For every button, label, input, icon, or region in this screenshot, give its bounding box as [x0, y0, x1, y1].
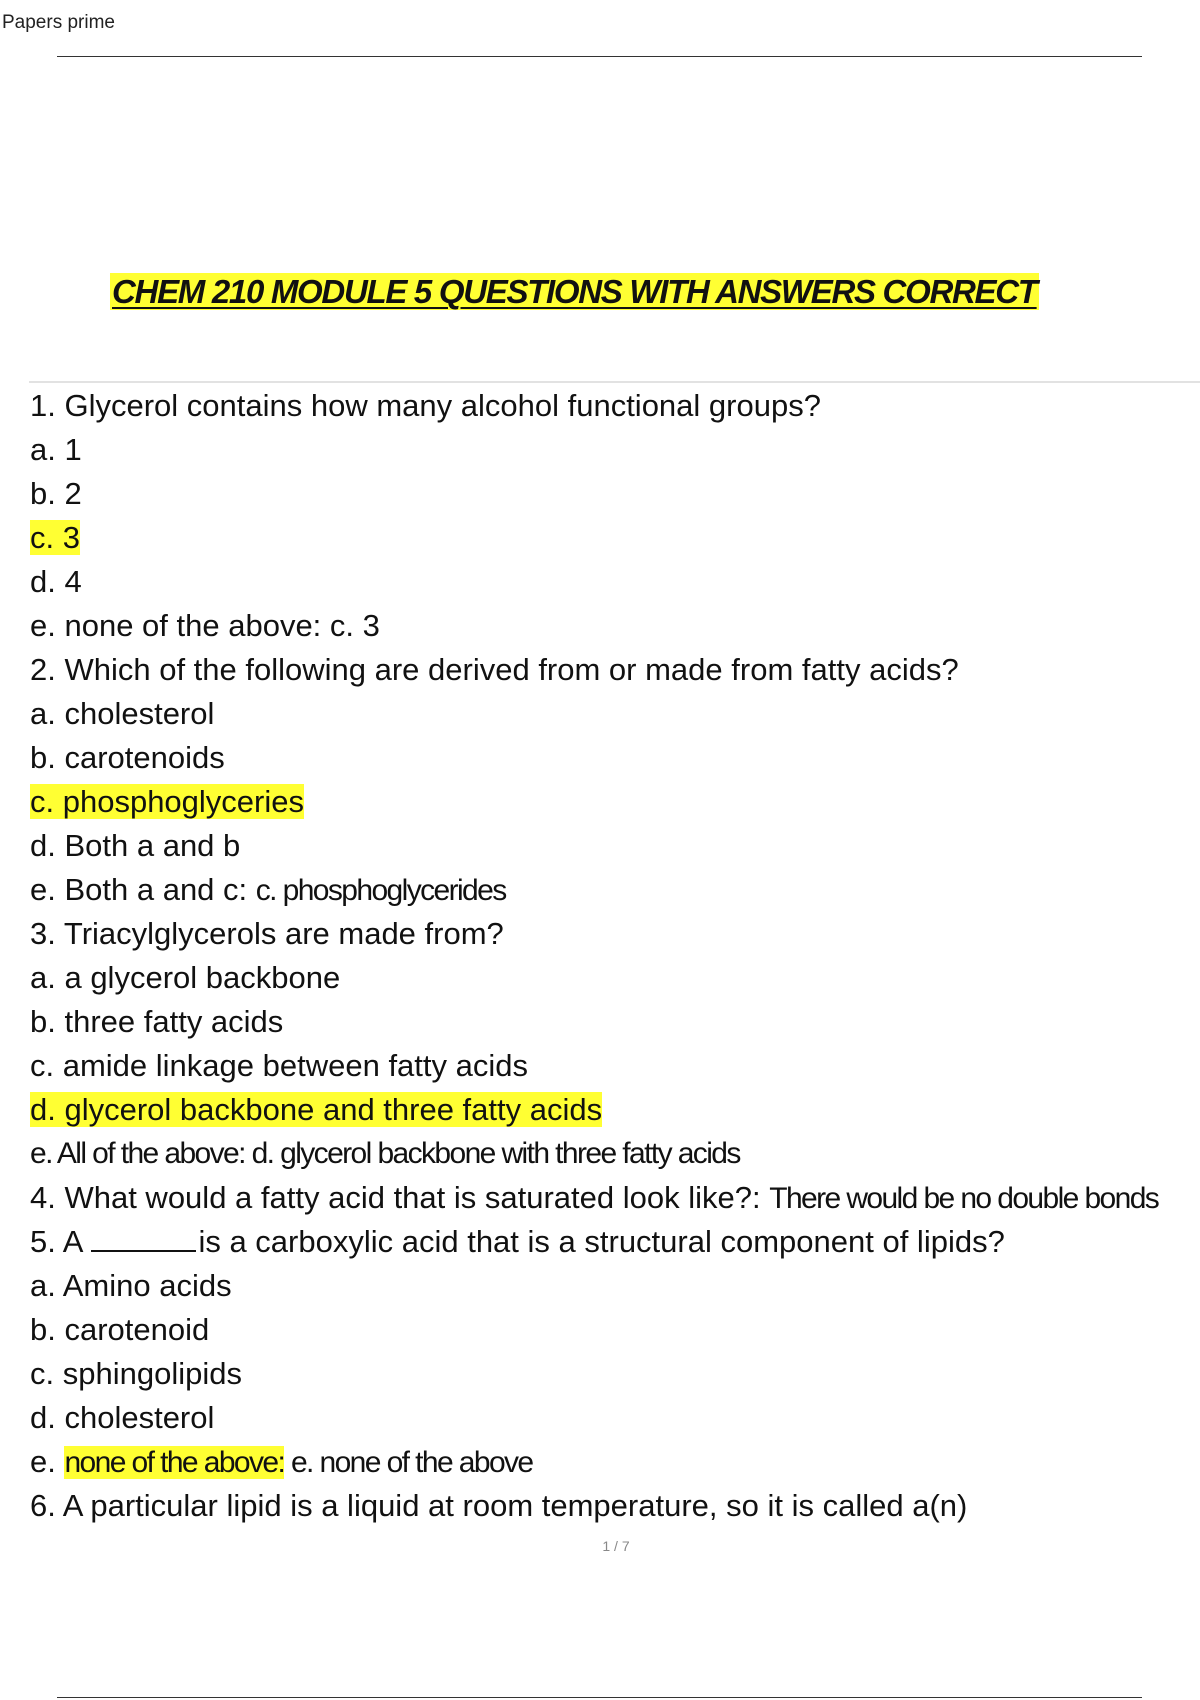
fill-in-blank [91, 1228, 196, 1252]
option-text: e. Both a and c: [30, 872, 256, 907]
question-4 [30, 1176, 1195, 1220]
question-2-option-c [30, 780, 1195, 824]
question-5-option-c: c. sphingolipids [30, 1356, 242, 1391]
question-1-option-e: e. none of the above: c. 3 [30, 608, 380, 643]
highlighted-answer: c. phosphoglyceries [30, 784, 304, 819]
bottom-divider [57, 1697, 1142, 1698]
document-title-text: CHEM 210 MODULE 5 QUESTIONS WITH ANSWERS CORRECT [112, 273, 1037, 310]
question-1: 1. Glycerol contains how many alcohol functional groups? [30, 388, 821, 423]
highlighted-answer: none of the above: [64, 1446, 285, 1479]
top-divider [57, 56, 1142, 57]
question-5-option-d: d. cholesterol [30, 1400, 215, 1435]
question-1-option-b: b. 2 [30, 476, 82, 511]
question-3-option-b: b. three fatty acids [30, 1004, 284, 1039]
question-5-option-e [30, 1440, 1195, 1484]
question-text-end: is a carboxylic acid that is a structural component of lipids? [198, 1224, 1005, 1259]
answer-text: There would be no double bonds [769, 1182, 1159, 1215]
question-text: 4. What would a fatty acid that is saturated look like?: [30, 1180, 770, 1215]
question-5-option-a: a. Amino acids [30, 1268, 232, 1303]
answer-text: c. phosphoglycerides [255, 874, 506, 907]
question-6: 6. A particular lipid is a liquid at room temperature, so it is called a(n) [30, 1488, 968, 1523]
question-1-option-a: a. 1 [30, 432, 82, 467]
question-1-option-d: d. 4 [30, 564, 82, 599]
question-2-option-e [30, 868, 1195, 912]
document-title [110, 273, 1039, 311]
title-separator [29, 381, 1200, 383]
answer-text: e. none of the above [284, 1446, 533, 1479]
question-2-option-d: d. Both a and b [30, 828, 241, 863]
question-3-option-a: a. a glycerol backbone [30, 960, 341, 995]
question-5 [30, 1220, 1195, 1264]
question-3-option-c: c. amide linkage between fatty acids [30, 1048, 528, 1083]
option-text: e. [30, 1444, 65, 1479]
question-3: 3. Triacylglycerols are made from? [30, 916, 504, 951]
question-3-option-d [30, 1088, 1195, 1132]
header-brand: Papers prime [2, 12, 115, 33]
highlighted-answer: d. glycerol backbone and three fatty acids [30, 1092, 603, 1127]
question-1-option-c [30, 516, 1195, 560]
question-2: 2. Which of the following are derived from or made from fatty acids? [30, 652, 959, 687]
question-2-option-b: b. carotenoids [30, 740, 225, 775]
question-text-start: 5. A [30, 1224, 84, 1259]
question-3-option-e: e. All of the above: d. glycerol backbone with three fatty acids [30, 1137, 740, 1170]
page-number: 1 / 7 [602, 1538, 630, 1554]
highlighted-answer: c. 3 [30, 520, 80, 555]
question-5-option-b: b. carotenoid [30, 1312, 210, 1347]
question-list [30, 384, 1195, 1528]
question-2-option-a: a. cholesterol [30, 696, 215, 731]
